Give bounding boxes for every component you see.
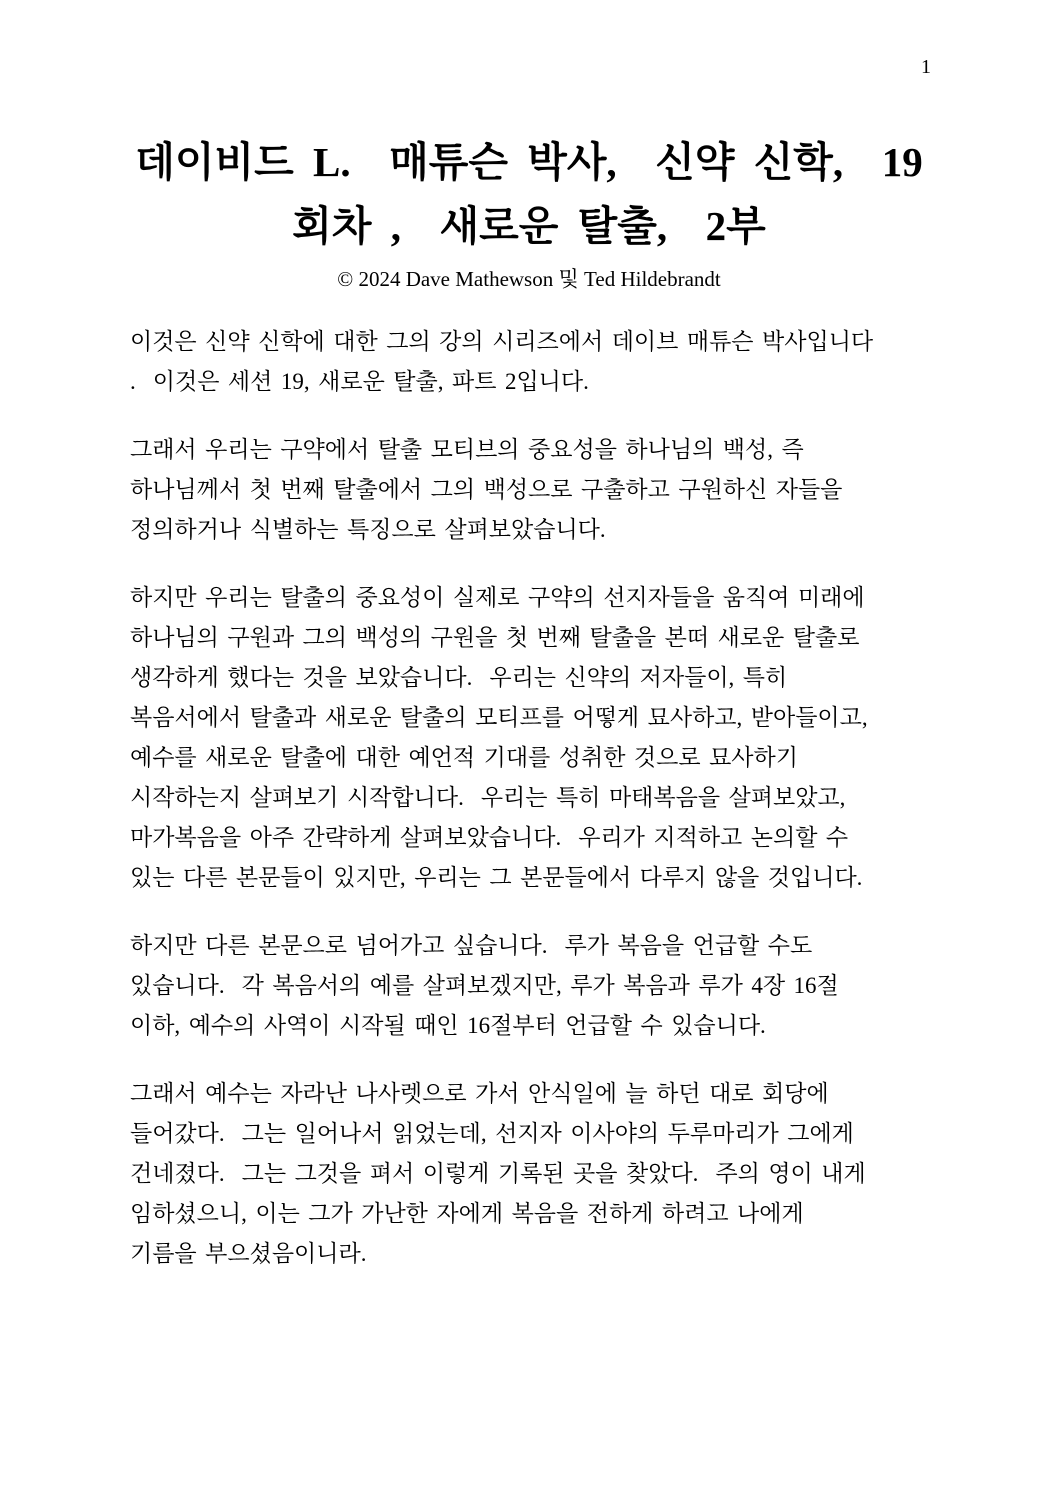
text-line: 시작하는지 살펴보기 시작합니다. 우리는 특히 마태복음을 살펴보았고, <box>130 785 846 810</box>
text-line: 생각하게 했다는 것을 보았습니다. 우리는 신약의 저자들이, 특히 <box>130 665 788 690</box>
text-line: 있습니다. 각 복음서의 예를 살펴보겠지만, 루가 복음과 루가 4장 16절 <box>130 973 839 998</box>
document-body <box>130 322 938 1274</box>
text-line: 예수를 새로운 탈출에 대한 예언적 기대를 성취한 것으로 묘사하기 <box>130 745 798 770</box>
text-line: 있는 다른 본문들이 있지만, 우리는 그 본문들에서 다루지 않을 것입니다. <box>130 865 863 890</box>
text-line: 복음서에서 탈출과 새로운 탈출의 모티프를 어떻게 묘사하고, 받아들이고, <box>130 705 868 730</box>
paragraph <box>130 926 938 1046</box>
paragraph <box>130 1074 938 1274</box>
document-title <box>0 0 1058 258</box>
title-line-1: 데이비드 L. 매튜슨 박사, 신약 신학, 19 <box>135 139 923 185</box>
text-line: 하나님의 구원과 그의 백성의 구원을 첫 번째 탈출을 본떠 새로운 탈출로 <box>130 625 860 650</box>
paragraph <box>130 430 938 550</box>
text-line: 정의하거나 식별하는 특징으로 살펴보았습니다. <box>130 517 606 542</box>
text-line: 하지만 우리는 탈출의 중요성이 실제로 구약의 선지자들을 움직여 미래에 <box>130 585 865 610</box>
text-line: 마가복음을 아주 간략하게 살펴보았습니다. 우리가 지적하고 논의할 수 <box>130 825 849 850</box>
text-line: 하지만 다른 본문으로 넘어가고 싶습니다. 루가 복음을 언급할 수도 <box>130 933 813 958</box>
paragraph <box>130 578 938 898</box>
text-line: 하나님께서 첫 번째 탈출에서 그의 백성으로 구출하고 구원하신 자들을 <box>130 477 843 502</box>
page-number: 1 <box>921 56 931 78</box>
text-line: 이것은 신약 신학에 대한 그의 강의 시리즈에서 데이브 매튜슨 박사입니다 <box>130 329 874 354</box>
text-line: 이하, 예수의 사역이 시작될 때인 16절부터 언급할 수 있습니다. <box>130 1013 766 1038</box>
text-line: 기름을 부으셨음이니라. <box>130 1241 367 1266</box>
text-line: . 이것은 세션 19, 새로운 탈출, 파트 2입니다. <box>130 369 589 394</box>
text-line: 들어갔다. 그는 일어나서 읽었는데, 선지자 이사야의 두루마리가 그에게 <box>130 1121 854 1146</box>
text-line: 그래서 예수는 자라난 나사렛으로 가서 안식일에 늘 하던 대로 회당에 <box>130 1081 829 1106</box>
title-line-2: 회차 , 새로운 탈출, 2부 <box>292 203 766 249</box>
text-line: 임하셨으니, 이는 그가 가난한 자에게 복음을 전하게 하려고 나에게 <box>130 1201 804 1226</box>
text-line: 건네졌다. 그는 그것을 펴서 이렇게 기록된 곳을 찾았다. 주의 영이 내게 <box>130 1161 866 1186</box>
text-line: 그래서 우리는 구약에서 탈출 모티브의 중요성을 하나님의 백성, 즉 <box>130 437 804 462</box>
copyright-line: © 2024 Dave Mathewson 및 Ted Hildebrandt <box>337 267 721 291</box>
paragraph <box>130 322 938 402</box>
